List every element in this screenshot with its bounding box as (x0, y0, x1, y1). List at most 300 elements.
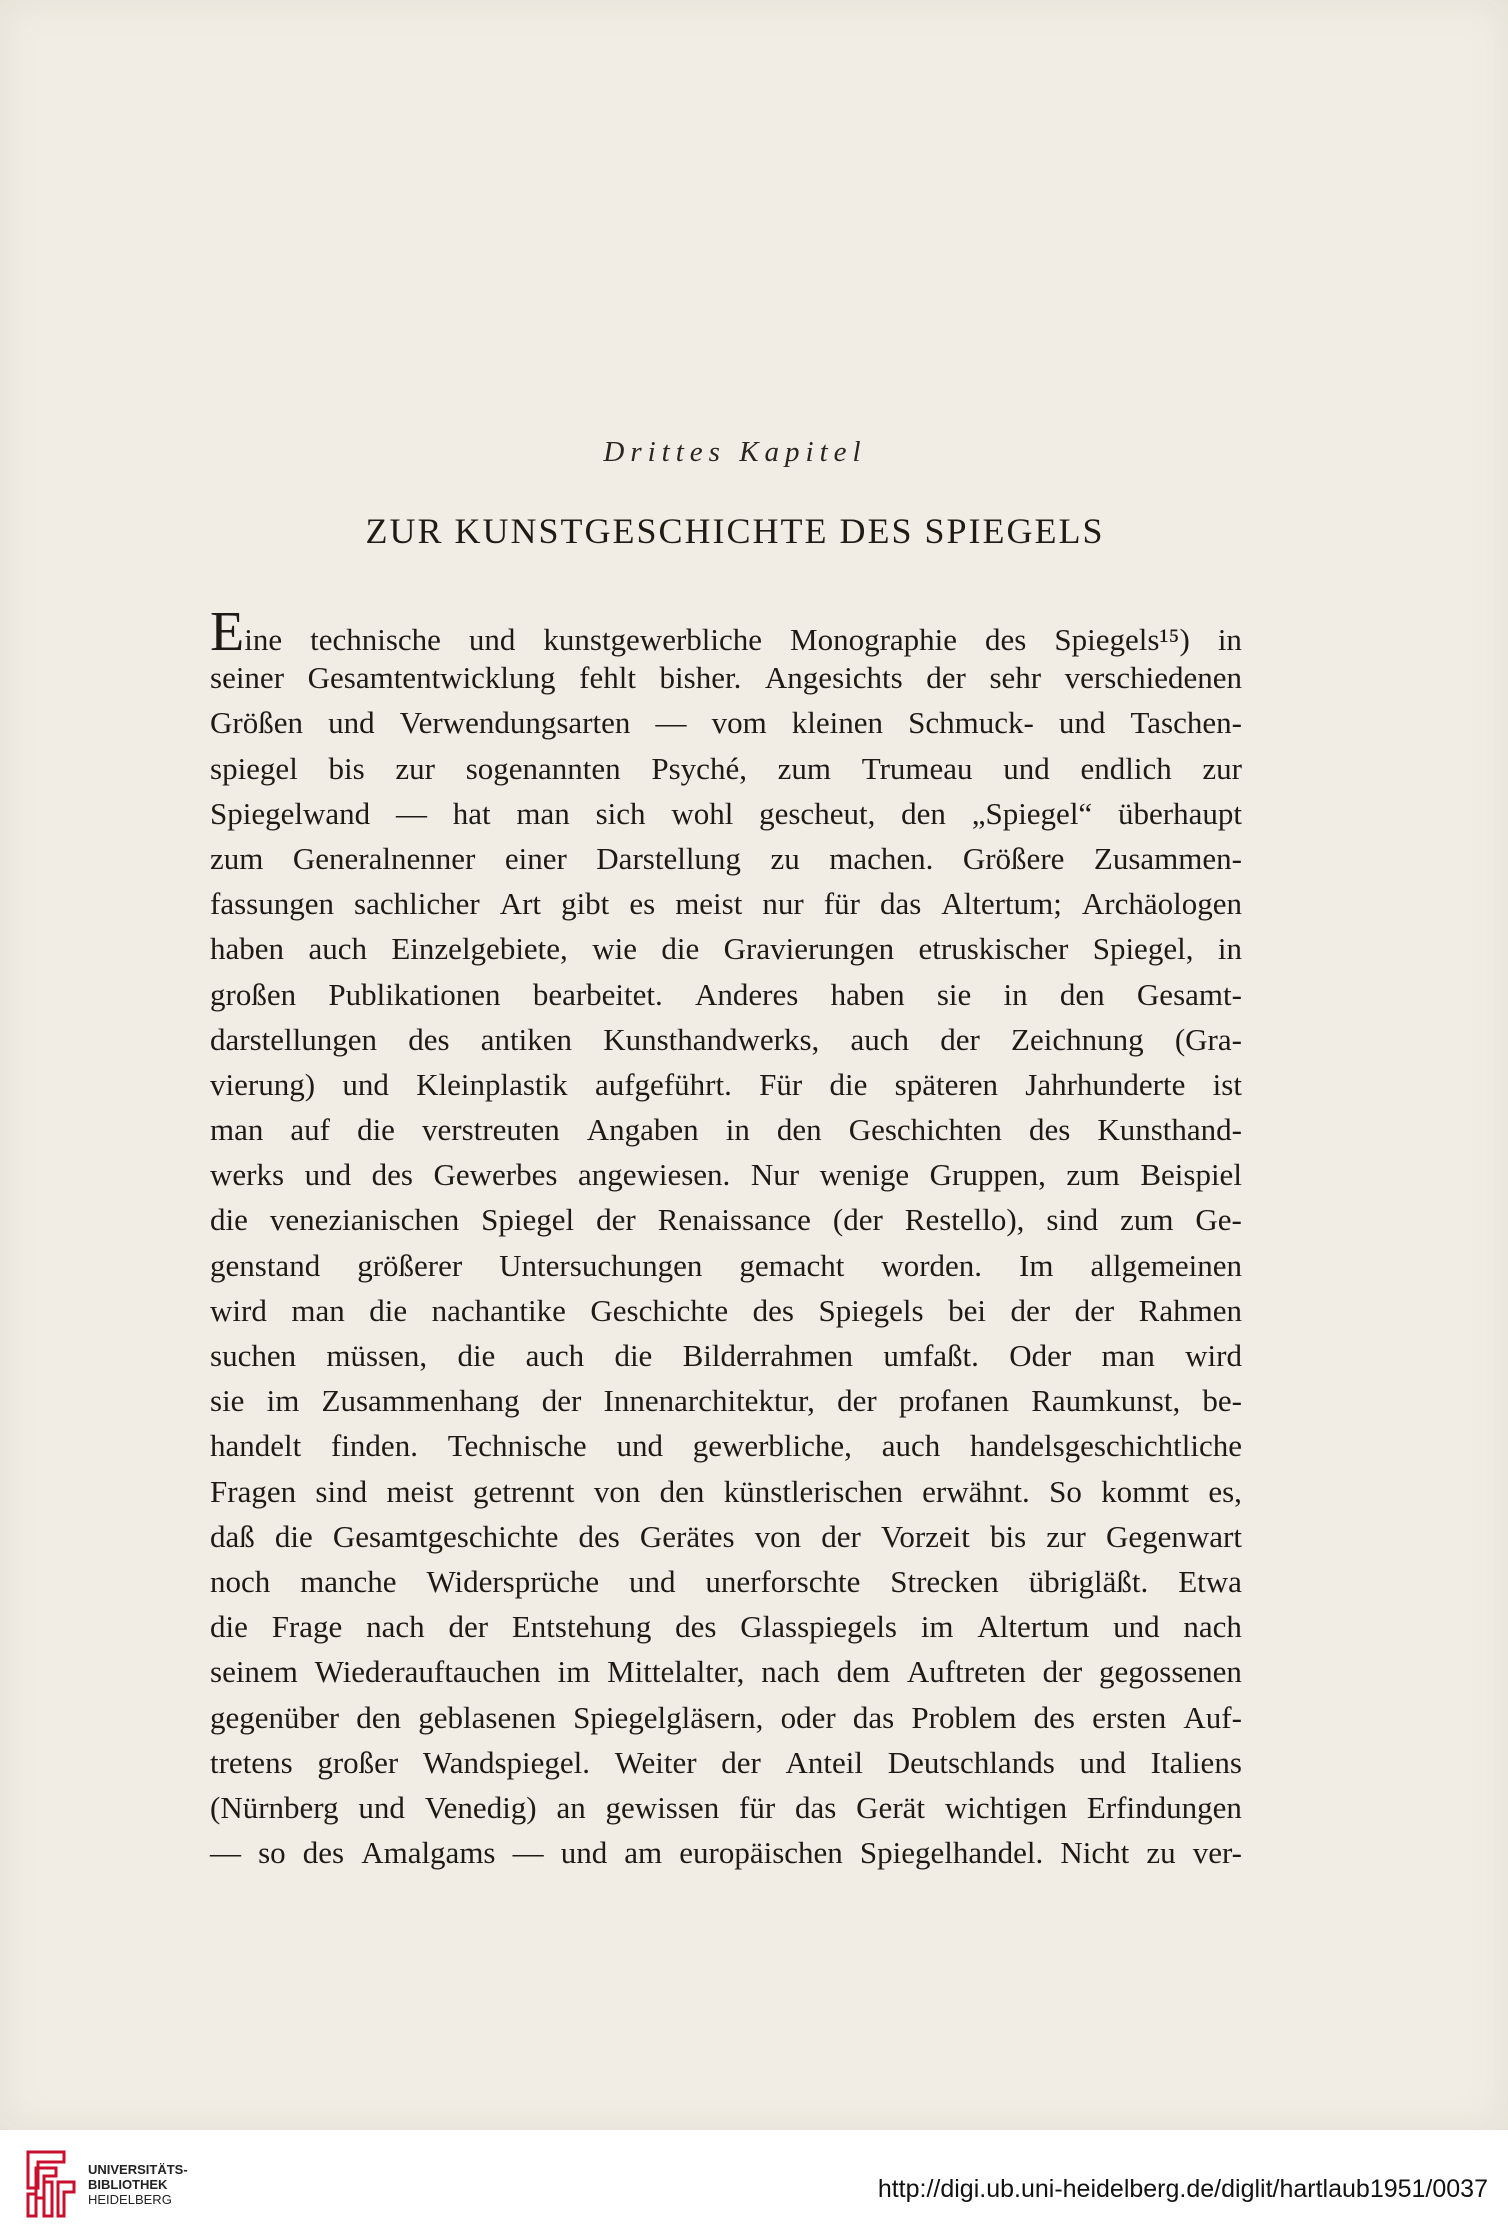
word: Mittelalter, (607, 1654, 745, 1690)
word: worden. (881, 1247, 983, 1283)
word: zur (1202, 750, 1242, 786)
word: unerforschte (705, 1563, 861, 1599)
word: genstand (210, 1247, 321, 1283)
word: das (795, 1789, 837, 1825)
word: Gesamtgeschichte (332, 1518, 559, 1554)
word: Fragen (210, 1473, 297, 1509)
word: den (659, 1473, 705, 1509)
word: oder (780, 1699, 836, 1735)
word: Art (499, 886, 542, 922)
word: wenige (819, 1157, 910, 1193)
word: getrennt (472, 1473, 575, 1509)
word: geblasenen (418, 1699, 556, 1735)
word: im (920, 1609, 954, 1645)
library-name-line3: HEIDELBERG (88, 2192, 172, 2207)
word: vierung) (210, 1066, 316, 1102)
word: der (940, 1021, 980, 1057)
word: Gerät (856, 1789, 926, 1825)
word: bisher. (659, 660, 742, 696)
word: dem (836, 1654, 891, 1690)
text-line (210, 1649, 1242, 1694)
word: und (1113, 1609, 1160, 1645)
word: zum (1066, 1157, 1120, 1193)
word: seinem (210, 1654, 298, 1690)
word: wie (592, 931, 637, 967)
word: (der (832, 1202, 883, 1238)
word: Jahrhunderte (1025, 1066, 1186, 1102)
word: tretens (210, 1744, 293, 1780)
word: auch (525, 1338, 585, 1373)
word: Gegenwart (1105, 1518, 1242, 1554)
word: des (1028, 1112, 1071, 1148)
word: gewerbliche, (692, 1428, 852, 1464)
word: Ge- (1195, 1202, 1242, 1238)
word: gewissen (605, 1789, 720, 1825)
word: Spiegels (818, 1292, 924, 1328)
word: Entstehung (511, 1609, 652, 1645)
word: Frage (271, 1609, 343, 1645)
word: in (1003, 976, 1028, 1012)
word: angewiesen. (577, 1157, 731, 1193)
library-name-line1: UNIVERSITÄTS- (88, 2162, 188, 2177)
word: sachlicher (354, 886, 480, 922)
word: die (457, 1338, 496, 1373)
word: seiner (210, 660, 285, 696)
text-line (210, 1017, 1242, 1062)
word: des (302, 1835, 345, 1871)
word: Publikationen (328, 976, 501, 1012)
word: Untersuchungen (499, 1247, 703, 1283)
word: manche (300, 1563, 397, 1599)
word: für (823, 886, 860, 922)
word: des (371, 1157, 413, 1193)
word: von (593, 1473, 641, 1509)
word: Größen (210, 705, 303, 741)
word: großer (317, 1744, 399, 1780)
word: Gerätes (639, 1518, 735, 1554)
word: kleinen (791, 705, 884, 741)
text-line (210, 1514, 1242, 1559)
word: endlich (1080, 750, 1172, 786)
word: nach (366, 1609, 425, 1645)
word: und (342, 1066, 389, 1102)
word: gibt (561, 886, 610, 922)
word: werks (210, 1157, 285, 1193)
word: auf (290, 1112, 331, 1148)
word: Gesamtentwicklung (307, 660, 556, 696)
word: zur (1046, 1518, 1086, 1554)
word: technische (310, 622, 441, 657)
word: Kunsthandwerks, (603, 1021, 820, 1057)
word: des (675, 1609, 717, 1645)
word: Wiederauftauchen (314, 1654, 541, 1690)
word: Gesamt- (1136, 976, 1242, 1012)
word: Rahmen (1138, 1292, 1242, 1328)
word: und (1079, 1744, 1126, 1780)
word: Auf- (1183, 1699, 1242, 1735)
word: Taschen- (1130, 705, 1242, 741)
text-line (210, 1785, 1242, 1830)
word: „Spiegel“ (971, 795, 1093, 831)
word: Raumkunst, (1031, 1383, 1181, 1419)
word: im (266, 1383, 300, 1419)
word: Trumeau (861, 750, 973, 786)
word: und (328, 705, 375, 741)
word: umfaßt. (883, 1338, 979, 1373)
word: im (557, 1654, 591, 1690)
word: venezianischen (269, 1202, 460, 1238)
text-line (210, 601, 1242, 663)
text-line (210, 972, 1242, 1017)
library-name (88, 2162, 188, 2207)
word: Anderes (695, 976, 799, 1012)
word: die (661, 931, 700, 967)
word: die (369, 1292, 408, 1328)
word: einer (504, 840, 567, 876)
word: der (926, 660, 966, 696)
word: der (837, 1383, 877, 1419)
word: verschiedenen (1064, 660, 1242, 696)
word: und (1003, 750, 1050, 786)
word: handelt (210, 1428, 302, 1464)
word: das (852, 1699, 895, 1735)
word: und (560, 1835, 608, 1871)
word: — (210, 1835, 241, 1871)
word: überhaupt (1118, 795, 1242, 831)
word: bis (989, 1518, 1027, 1554)
word: Kleinplastik (416, 1066, 568, 1102)
word: nachantike (431, 1292, 566, 1328)
word: Altertum; (941, 886, 1062, 922)
word: be- (1202, 1383, 1242, 1419)
text-line (210, 1107, 1242, 1152)
text-line (210, 1559, 1242, 1604)
word: ersten (1092, 1699, 1167, 1735)
library-name-line2: BIBLIOTHEK (88, 2177, 168, 2192)
word: es, (1208, 1473, 1242, 1509)
word: zum (210, 840, 264, 876)
word: des (408, 1021, 450, 1057)
word: sie (936, 976, 972, 1012)
word: des (985, 622, 1027, 657)
text-line (210, 1740, 1242, 1785)
text-line (210, 655, 1242, 700)
word: Vorzeit (880, 1518, 970, 1554)
word: daß (210, 1518, 255, 1554)
word: Spiegelgläsern, (573, 1699, 764, 1735)
word: des (1033, 1699, 1075, 1735)
word: Nicht (1060, 1835, 1130, 1871)
word: So (1049, 1473, 1082, 1509)
word: Archäologen (1081, 886, 1242, 922)
word: haben (830, 976, 905, 1012)
word: es (629, 886, 656, 922)
word: sehr (989, 660, 1042, 696)
word: wohl (671, 795, 734, 831)
word: den (901, 795, 946, 831)
word: der (541, 1383, 582, 1419)
text-line (210, 1062, 1242, 1107)
word: man (516, 795, 570, 831)
word: und (468, 622, 516, 657)
text-line (210, 1830, 1242, 1875)
word: der (596, 1202, 636, 1238)
word: den (1059, 976, 1105, 1012)
text-line (210, 791, 1242, 836)
word: des (752, 1292, 794, 1328)
word: Technische (447, 1428, 587, 1464)
word: sogenannten (465, 750, 621, 786)
word: sind (1046, 1202, 1099, 1238)
word: Erfindungen (1086, 1789, 1242, 1825)
word: Schmuck- (908, 705, 1034, 741)
word: Oder (1009, 1338, 1072, 1373)
word: Geschichte (590, 1292, 729, 1328)
word: Wandspiegel. (422, 1744, 591, 1780)
word: europäischen (679, 1835, 843, 1871)
word: gegenüber (210, 1699, 340, 1735)
word: Generalnenner (292, 840, 476, 876)
word: Spiegel, (1092, 931, 1194, 967)
word: nur (762, 886, 804, 922)
word: finden. (331, 1428, 418, 1464)
word: müssen, (326, 1338, 428, 1373)
word: den (356, 1699, 402, 1735)
word: haben (210, 931, 285, 967)
word: zu (770, 840, 800, 876)
body-text (210, 601, 1242, 1875)
word: Venedig) (424, 1789, 537, 1825)
word: Verwendungsarten (399, 705, 631, 741)
word: Angaben (586, 1112, 699, 1148)
word: gemacht (739, 1247, 845, 1283)
word: bis (328, 750, 365, 786)
word: die (614, 1338, 653, 1373)
word: Innenarchitektur, (603, 1383, 815, 1419)
word: Italiens (1150, 1744, 1242, 1780)
word: Etwa (1178, 1563, 1242, 1599)
word: erwähnt. (922, 1473, 1030, 1509)
word: Deutschlands (887, 1744, 1055, 1780)
word: Altertum (977, 1609, 1090, 1645)
word: wird (1185, 1338, 1242, 1373)
word: — (395, 795, 427, 831)
word: Glasspiegels (740, 1609, 897, 1645)
word: Angesichts (764, 660, 903, 696)
text-line (210, 1243, 1242, 1288)
word: den (776, 1112, 822, 1148)
word: in (1217, 622, 1242, 657)
word: gegossenen (1099, 1654, 1242, 1690)
word: — (512, 1835, 544, 1871)
word: Geschichten (848, 1112, 1002, 1148)
word: in (725, 1112, 750, 1148)
word: großen (210, 976, 297, 1012)
word: Einzelgebiete, (391, 931, 568, 967)
text-line (210, 836, 1242, 881)
word: verstreuten (421, 1112, 560, 1148)
word: Spiegels¹⁵) (1054, 622, 1190, 657)
word: Spiegelhandel. (859, 1835, 1044, 1871)
word: Anteil (785, 1744, 864, 1780)
word: und (616, 1428, 663, 1464)
word: Widersprüche (426, 1563, 600, 1599)
text-line (210, 1152, 1242, 1197)
word: bei (948, 1292, 986, 1328)
word: auch (308, 931, 367, 967)
word: spiegel (210, 750, 298, 786)
text-line (210, 1288, 1242, 1333)
word: Bilderrahmen (682, 1338, 854, 1373)
word: nach (1183, 1609, 1242, 1645)
word: für (739, 1789, 776, 1825)
word: Zusammen- (1093, 840, 1242, 876)
word: machen. (829, 840, 934, 876)
word: man (210, 1112, 264, 1148)
word: aufgeführt. (594, 1066, 732, 1102)
word: und (629, 1563, 676, 1599)
word: die (829, 1066, 868, 1102)
word: (Nürnberg (210, 1789, 339, 1825)
word: die (210, 1202, 248, 1238)
word: kommt (1101, 1473, 1190, 1509)
text-line (210, 1604, 1242, 1649)
word: Eine (210, 601, 283, 663)
word: meist (386, 1473, 454, 1509)
word: handelsgeschichtliche (969, 1428, 1242, 1464)
word: Monographie (790, 622, 958, 657)
word: hat (452, 795, 491, 831)
word: der (1074, 1292, 1115, 1328)
word: darstellungen (210, 1021, 378, 1057)
chapter-label: Drittes Kapitel (603, 436, 867, 468)
word: auch (850, 1021, 910, 1057)
word: Im (1019, 1247, 1054, 1283)
word: meist (675, 886, 743, 922)
word: zum (1120, 1202, 1174, 1238)
word: sind (315, 1473, 368, 1509)
word: Restello), (904, 1202, 1025, 1238)
word: der (1010, 1292, 1051, 1328)
word: man (291, 1292, 345, 1328)
word: zur (395, 750, 435, 786)
text-line (210, 1423, 1242, 1468)
footer-bar (0, 2130, 1508, 2237)
word: noch (210, 1563, 271, 1599)
word: man (1101, 1338, 1155, 1373)
word: der (721, 1744, 761, 1780)
word: des (578, 1518, 620, 1554)
word: der (448, 1609, 489, 1645)
word: suchen (210, 1338, 297, 1373)
word: wichtigen (944, 1789, 1068, 1825)
word: Zeichnung (1011, 1021, 1144, 1057)
word: Spiegelwand (210, 795, 371, 831)
word: nach (761, 1654, 820, 1690)
word: künstlerischen (723, 1473, 903, 1509)
word: (Gra- (1174, 1021, 1242, 1057)
word: so (258, 1835, 286, 1871)
word: zum (777, 750, 832, 786)
word: Amalgams (361, 1835, 496, 1871)
word: fehlt (579, 660, 636, 696)
word: Auftreten (906, 1654, 1026, 1690)
word: der (1042, 1654, 1083, 1690)
word: gescheut, (759, 795, 876, 831)
word: Nur (750, 1157, 800, 1193)
word: an (556, 1789, 586, 1825)
word: die (274, 1518, 313, 1554)
word: wird (210, 1292, 267, 1328)
word: fassungen (210, 886, 334, 922)
chapter-title: ZUR KUNSTGESCHICHTE DES SPIEGELS (365, 511, 1105, 551)
word: Zusammenhang (321, 1383, 520, 1419)
word: Für (759, 1066, 803, 1102)
word: sich (595, 795, 646, 831)
word: Darstellung (596, 840, 741, 876)
text-line (210, 700, 1242, 745)
text-line (210, 881, 1242, 926)
word: vom (711, 705, 767, 741)
word: sie (210, 1383, 245, 1419)
text-line (210, 1333, 1242, 1378)
word: profanen (898, 1383, 1010, 1419)
word: Beispiel (1140, 1157, 1242, 1193)
word: ver- (1192, 1835, 1242, 1871)
word: die (210, 1609, 248, 1645)
word: Gewerbes (433, 1157, 558, 1193)
word: antiken (480, 1021, 572, 1057)
text-line (210, 1197, 1242, 1242)
word: Weiter (614, 1744, 697, 1780)
word: von (754, 1518, 802, 1554)
source-url[interactable]: http://digi.ub.uni-heidelberg.de/diglit/hartlaub1951/0037 (877, 2175, 1488, 2203)
word: kunstgewerbliche (543, 622, 763, 657)
library-logo-icon (22, 2148, 82, 2220)
text-line (210, 1695, 1242, 1740)
word: Renaissance (657, 1202, 811, 1238)
word: bearbeitet. (532, 976, 663, 1012)
word: späteren (894, 1066, 998, 1102)
word: allgemeinen (1090, 1247, 1242, 1283)
word: und (304, 1157, 352, 1193)
word: größerer (357, 1247, 463, 1283)
word: und (358, 1789, 405, 1825)
word: — (655, 705, 687, 741)
text-line (210, 1469, 1242, 1514)
word: Strecken (890, 1563, 999, 1599)
word: der (821, 1518, 861, 1554)
text-line (210, 746, 1242, 791)
word: ist (1212, 1066, 1242, 1102)
text-line (210, 1378, 1242, 1423)
word: Spiegel (481, 1202, 575, 1238)
word: am (624, 1835, 663, 1871)
word: Problem (911, 1699, 1017, 1735)
word: in (1217, 931, 1242, 967)
word: Kunsthand- (1097, 1112, 1242, 1148)
word: Gruppen, (929, 1157, 1046, 1193)
word: etruskischer (918, 931, 1069, 967)
word: das (879, 886, 922, 922)
word: übrigläßt. (1028, 1563, 1149, 1599)
drop-cap: E (210, 601, 245, 663)
word: Größere (962, 840, 1065, 876)
word: zu (1146, 1835, 1176, 1871)
word: die (357, 1112, 395, 1148)
word: und (1058, 705, 1106, 741)
word: Psyché, (651, 750, 747, 786)
